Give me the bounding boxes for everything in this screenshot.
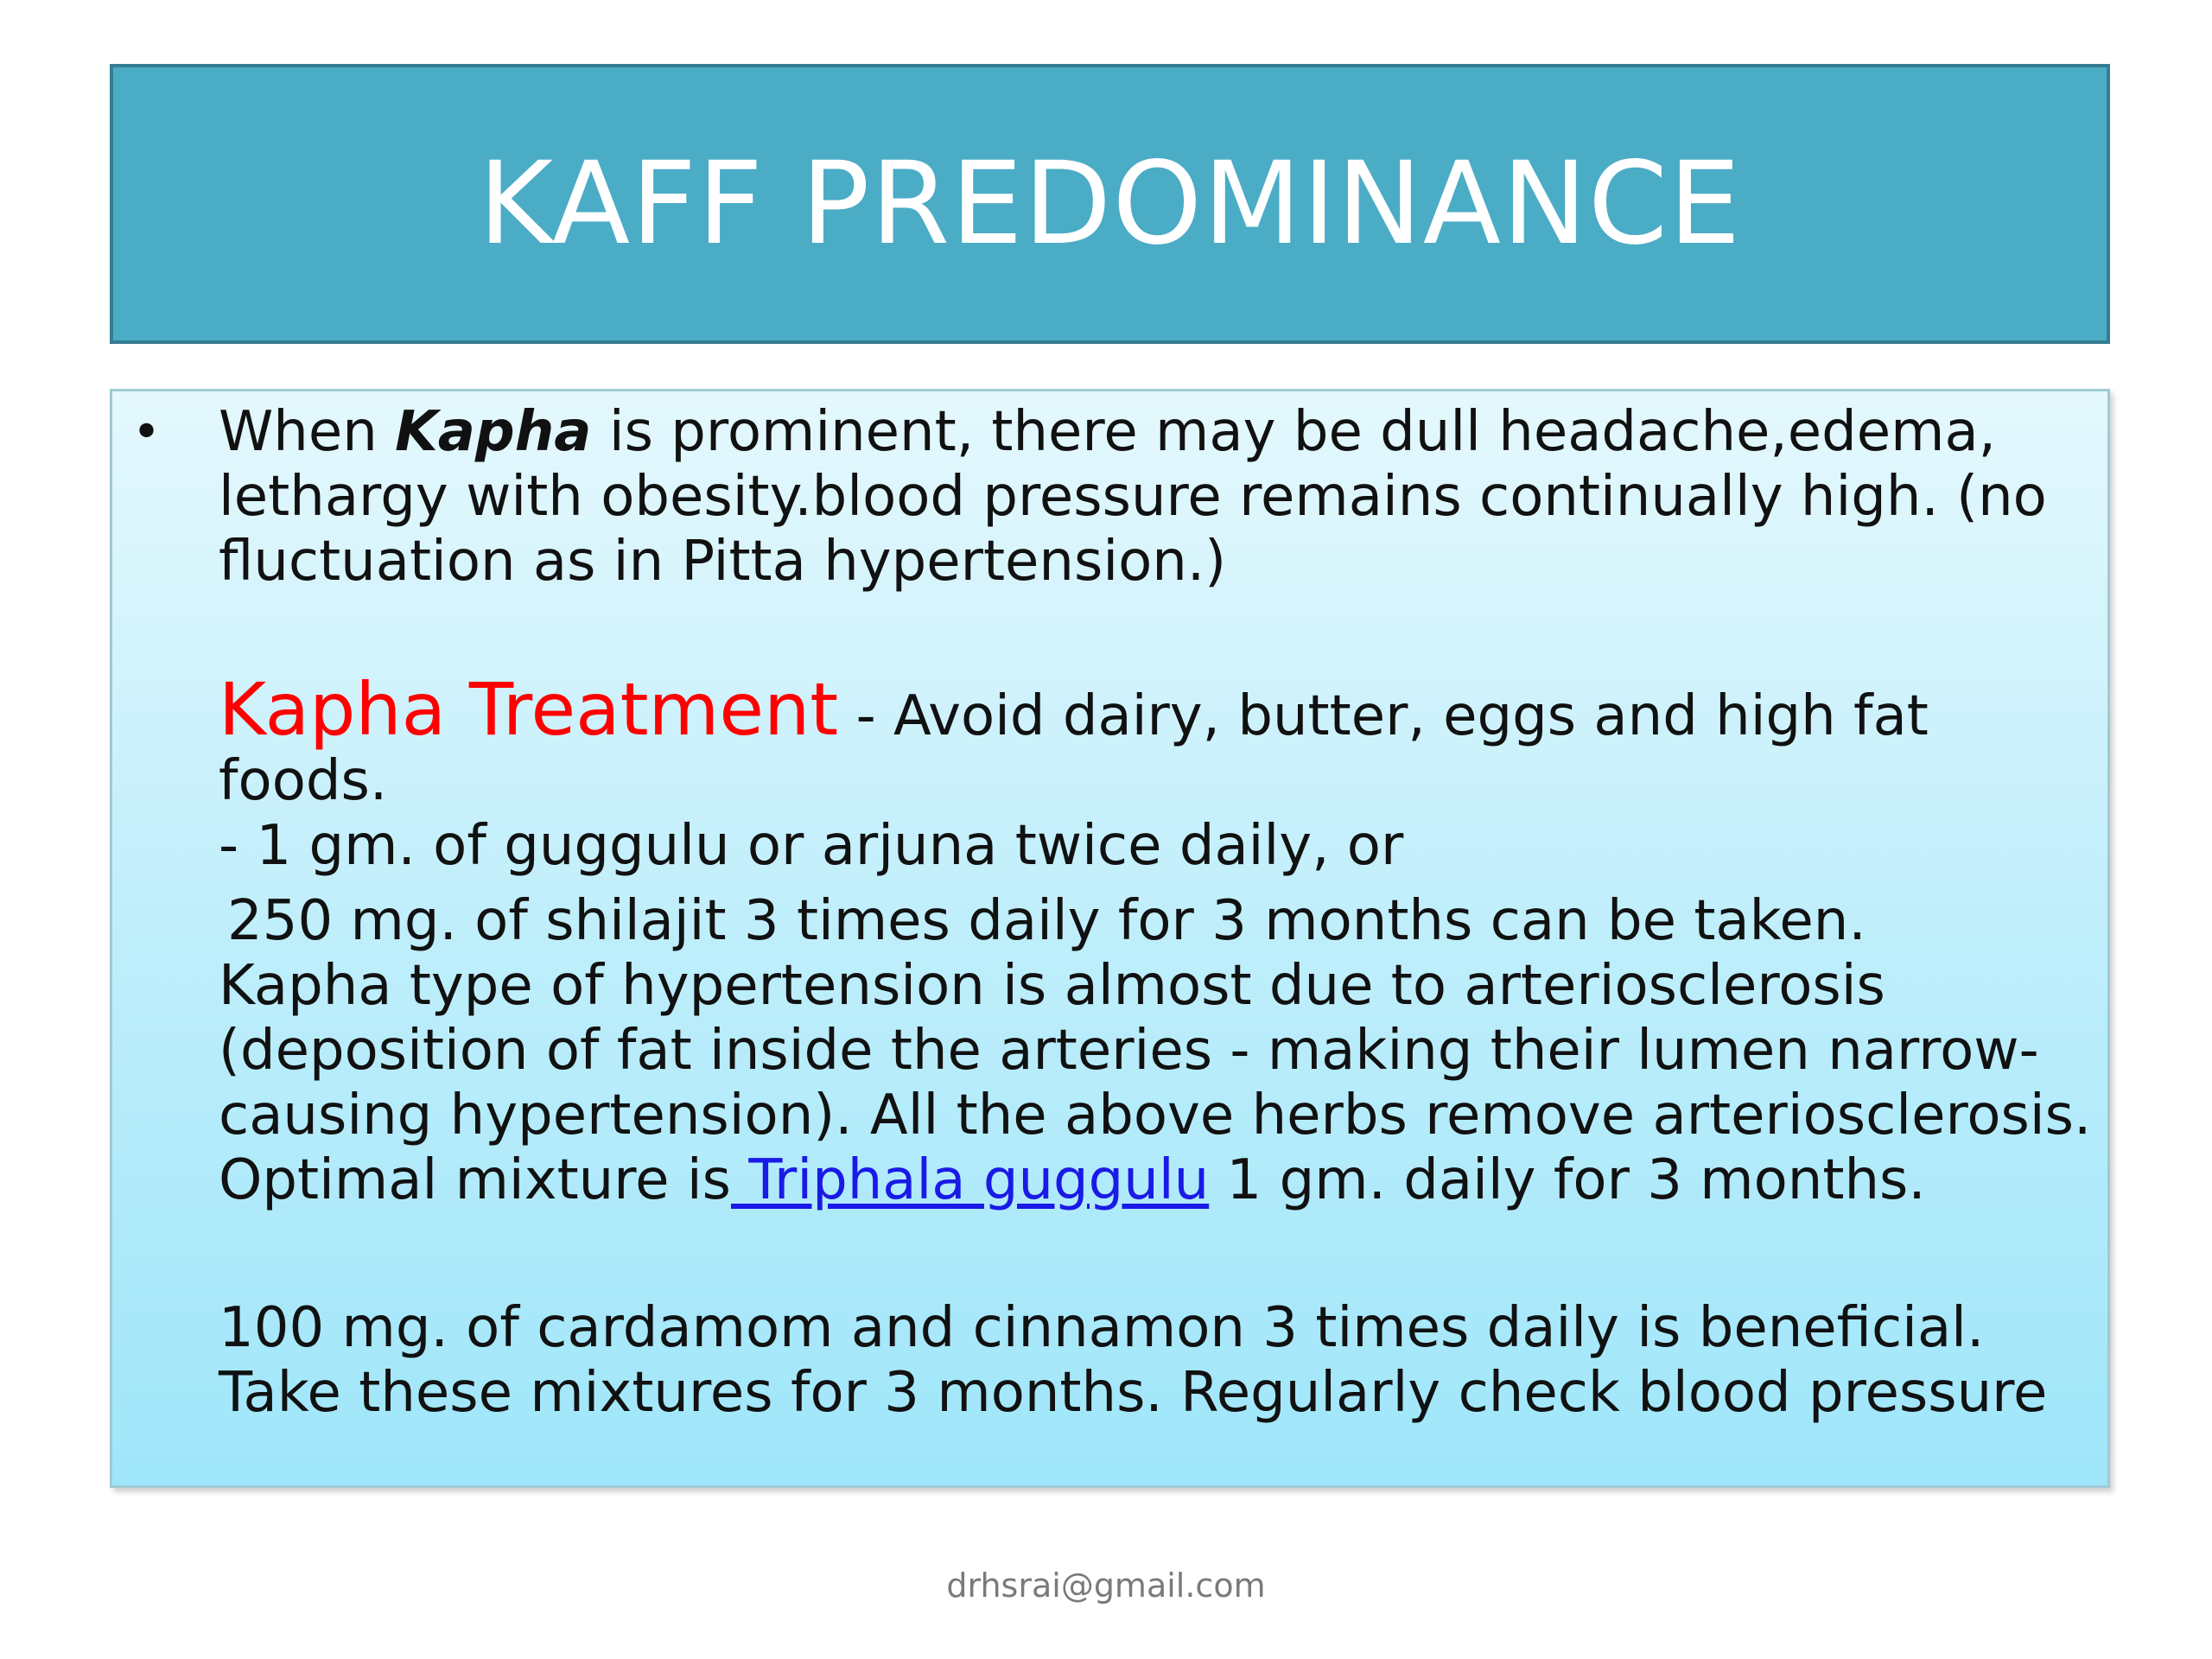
paragraph-treatment	[219, 667, 2102, 879]
paragraph-prefix: When	[219, 400, 396, 464]
title-banner	[110, 64, 2110, 344]
shilajit-line: 250 mg. of shilajit 3 times daily for 3 months can be taken.	[227, 889, 1866, 953]
treatment-line-1: - Avoid dairy, butter, eggs and high fat foods.	[219, 684, 1929, 813]
slide-title: KAFF PREDOMINANCE	[478, 137, 1742, 270]
paragraph-arteriosclerosis	[219, 889, 2102, 1213]
triphala-guggulu-link[interactable]: Triphala guggulu	[730, 1148, 1210, 1212]
bullet-icon: •	[132, 404, 162, 461]
treatment-line-2: - 1 gm. of guggulu or arjuna twice daily, or	[219, 814, 1404, 878]
optimal-mixture-suffix: 1 gm. daily for 3 months.	[1209, 1148, 1926, 1212]
paragraph-kapha-symptoms	[219, 400, 2102, 594]
content-panel	[110, 389, 2110, 1488]
optimal-mixture-prefix: Optimal mixture is	[219, 1148, 731, 1212]
paragraph-cardamom: 100 mg. of cardamom and cinnamon 3 times daily is beneficial. Take these mixtures for 3 months. Regularly check blood pressure	[219, 1296, 2048, 1425]
treatment-heading: Kapha Treatment	[219, 667, 839, 752]
paragraph-symptoms-text: is prominent, there may be dull headache,edema, lethargy with obesity.blood pressure remains continually high. (no fluctuation as in Pitta hypertension.)	[219, 400, 2047, 594]
arteriosclerosis-text: Kapha type of hypertension is almost due to arteriosclerosis (deposition of fat inside the arteries - making their lumen narrow- causing hypertension). All the above herbs remove arteriosclerosis.	[219, 954, 2092, 1147]
footer-email: drhsrai@gmail.com	[946, 1567, 1266, 1605]
content-body	[132, 400, 2102, 1426]
kapha-emphasis: Kapha	[395, 400, 592, 464]
